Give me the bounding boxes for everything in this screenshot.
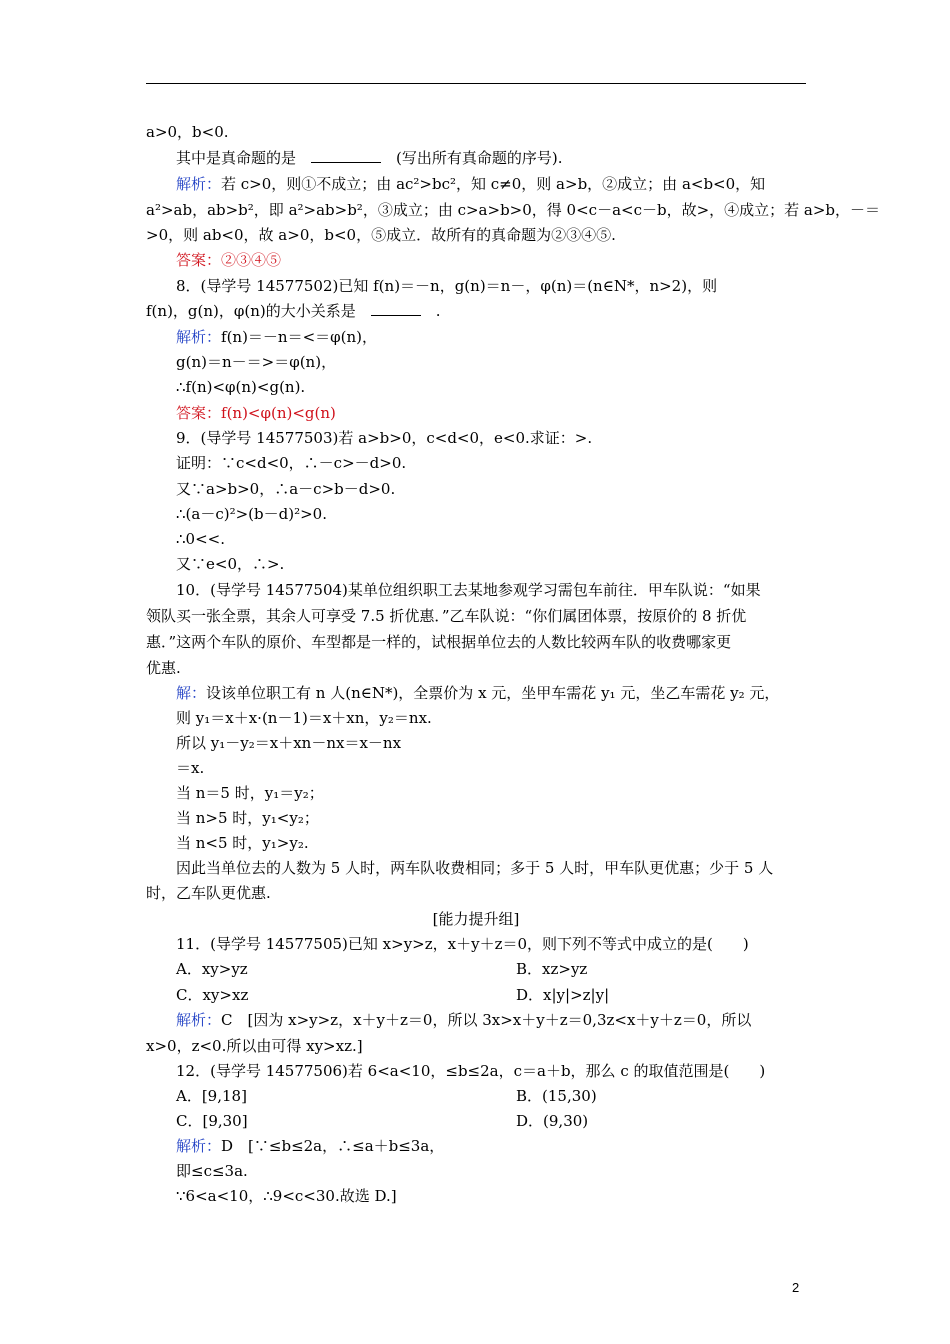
answer-label: f(n)<φ(n)<g(n)	[221, 404, 336, 422]
text-span: f(n)＝－n＝<＝φ(n)，	[221, 328, 378, 346]
text-line: A．xy>yz	[176, 960, 248, 978]
text-line: 时，乙车队更优惠.	[146, 884, 271, 902]
text-line: 8．(导学号 14577502)已知 f(n)＝－n，g(n)＝n－，φ(n)＝(n∈N*，n>2)，则	[176, 277, 718, 295]
text-line	[176, 174, 806, 194]
text-line: 即≤c≤3a.	[176, 1162, 248, 1180]
text-line: 优惠.	[146, 659, 181, 677]
page-number: 2	[792, 1280, 800, 1295]
text-line	[176, 148, 806, 168]
text-span: D [∵≤b≤2a，∴≤a＋b≤3a，	[221, 1137, 445, 1155]
text-line: 又∵e<0，∴>.	[176, 555, 285, 573]
text-span: 其中是真命题的是	[176, 149, 312, 167]
text-line: ∴f(n)<φ(n)<g(n).	[176, 378, 306, 396]
text-line	[176, 1010, 806, 1030]
analysis-label: 解析：	[176, 1137, 222, 1155]
text-line: 11．(导学号 14577505)已知 x>y>z，x＋y＋z＝0，则下列不等式中成立的是( )	[176, 935, 749, 953]
analysis-label: 解析：	[176, 175, 222, 193]
text-line: ＝x.	[176, 759, 205, 777]
text-line: 则 y₁＝x＋x·(n－1)＝x＋xn，y₂＝nx.	[176, 709, 432, 727]
analysis-label: 解析：	[176, 328, 222, 346]
text-line: 因此当单位去的人数为 5 人时，两车队收费相同；多于 5 人时，甲车队更优惠；少于 5 人	[176, 859, 774, 877]
text-line: 又∵a>b>0，∴a－c>b－d>0.	[176, 480, 396, 498]
header-rule	[146, 83, 806, 84]
text-line: ∵6<a<10，∴9<c<30.故选 D.]	[176, 1187, 397, 1205]
text-line: a²>ab，ab>b²，即 a²>ab>b²，③成立；由 c>a>b>0，得 0<c－a<c－b，故>，④成立；若 a>b，－＝	[146, 201, 881, 219]
text-line: D．(9,30)	[516, 1112, 589, 1130]
text-line	[176, 403, 806, 423]
text-line: D．x|y|>z|y|	[516, 986, 610, 1004]
text-line	[176, 250, 806, 270]
text-line: 证明：∵c<d<0，∴－c>－d>0.	[176, 454, 407, 472]
text-line	[176, 1136, 806, 1156]
text-line: C．xy>xz	[176, 986, 249, 1004]
analysis-label: 解析：	[176, 1011, 222, 1029]
answer-blank	[311, 148, 381, 163]
text-line: 惠．”这两个车队的原价、车型都是一样的，试根据单位去的人数比较两车队的收费哪家更	[146, 633, 732, 651]
text-line: 当 n＝5 时，y₁＝y₂；	[176, 784, 324, 802]
answer-blank	[371, 301, 421, 316]
text-line: B．xz>yz	[516, 960, 588, 978]
text-line: a>0，b<0.	[146, 123, 229, 141]
text-line: ∴(a－c)²>(b－d)²>0.	[176, 505, 327, 523]
text-span: f(n)，g(n)，φ(n)的大小关系是	[146, 302, 371, 320]
text-line: g(n)＝n－＝>＝φ(n)，	[176, 353, 337, 371]
text-line: x>0，z<0.所以由可得 xy>xz.]	[146, 1037, 363, 1055]
text-line: [能力提升组]	[432, 910, 520, 928]
answer-label: 答案：②③④⑤	[176, 251, 282, 269]
text-line: >0，则 ab<0，故 a>0，b<0，⑤成立．故所有的真命题为②③④⑤.	[146, 226, 616, 244]
analysis-label: 解：	[176, 684, 207, 702]
text-line: B．(15,30)	[516, 1087, 597, 1105]
text-line: 当 n<5 时，y₁>y₂.	[176, 834, 309, 852]
text-line: C．[9,30]	[176, 1112, 248, 1130]
text-line	[176, 327, 806, 347]
text-line: 12．(导学号 14577506)若 6<a<10，≤b≤2a，c＝a＋b，那么 c 的取值范围是( )	[176, 1062, 766, 1080]
text-line: 9．(导学号 14577503)若 a>b>0，c<d<0，e<0.求证：>.	[176, 429, 593, 447]
text-line: 领队买一张全票，其余人可享受 7.5 折优惠．”乙车队说：“你们属团体票，按原价的 8 折优	[146, 607, 747, 625]
text-line	[146, 301, 806, 321]
text-span: .	[420, 302, 441, 320]
text-line: ∴0<<.	[176, 530, 225, 548]
text-span: 设该单位职工有 n 人(n∈N*)，全票价为 x 元，坐甲车需花 y₁ 元，坐乙车需花 y₂ 元，	[206, 684, 780, 702]
text-line	[176, 683, 806, 703]
text-line: 当 n>5 时，y₁<y₂；	[176, 809, 319, 827]
text-line: A．[9,18]	[176, 1087, 247, 1105]
text-span: C [因为 x>y>z，x＋y＋z＝0，所以 3x>x＋y＋z＝0,3z<x＋y＋z＝0，所以	[221, 1011, 752, 1029]
answer-label: 答案：	[176, 404, 222, 422]
text-span: 若 c>0，则①不成立；由 ac²>bc²，知 c≠0，则 a>b，②成立；由 a<b<0，知	[221, 175, 766, 193]
text-line: 10．(导学号 14577504)某单位组织职工去某地参观学习需包车前往．甲车队说：“如果	[176, 581, 761, 599]
text-span: (写出所有真命题的序号).	[381, 149, 563, 167]
text-line: 所以 y₁－y₂＝x＋xn－nx＝x－nx	[176, 734, 402, 752]
